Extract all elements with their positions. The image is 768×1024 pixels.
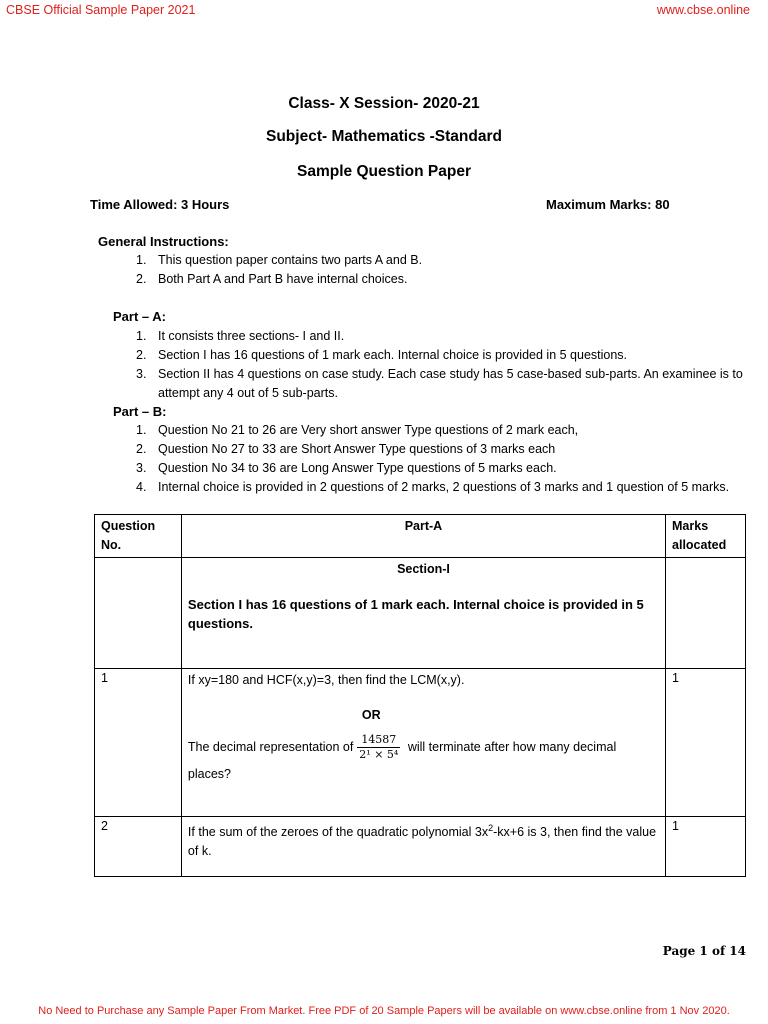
list-item: 1. Question No 21 to 26 are Very short answer Type questions of 2 mark each, — [136, 423, 579, 437]
marks-value: 1 — [666, 669, 746, 817]
footer-note: No Need to Purchase any Sample Paper From Market. Free PDF of 20 Sample Papers will be available on www.cbse.online from 1 Nov 2020. — [38, 1005, 730, 1017]
general-instructions-heading: General Instructions: — [98, 234, 229, 249]
part-b-heading: Part – B: — [113, 404, 167, 419]
list-item: 1. It consists three sections- I and II. — [136, 329, 345, 343]
table-row — [95, 558, 746, 669]
page-number: Page 1 of 14 — [662, 944, 746, 958]
table-row — [95, 817, 746, 877]
question-number: 2 — [95, 817, 182, 877]
table-row — [95, 669, 746, 817]
list-item: 2. Question No 27 to 33 are Short Answer Type questions of 3 marks each — [136, 442, 556, 456]
or-label: OR — [361, 708, 381, 722]
question-table — [94, 514, 746, 877]
list-item: 2. Section I has 16 questions of 1 mark each. Internal choice is provided in 5 questions. — [136, 348, 628, 362]
section-title: Section-I — [397, 562, 450, 576]
table-header-row — [95, 515, 746, 558]
part-b-list — [136, 421, 751, 497]
list-item: 1. This question paper contains two parts A and B. — [136, 253, 423, 267]
part-a-heading: Part – A: — [113, 309, 166, 324]
header-right-link[interactable]: www.cbse.online — [656, 3, 750, 17]
question-number: 1 — [95, 669, 182, 817]
header-left-text: CBSE Official Sample Paper 2021 — [6, 3, 196, 17]
time-allowed: Time Allowed: 3 Hours — [90, 197, 230, 212]
list-item: 4. Internal choice is provided in 2 questions of 2 marks, 2 questions of 3 marks and 1 question of 5 marks. — [136, 480, 730, 494]
question-text: If xy=180 and HCF(x,y)=3, then find the LCM(x,y). — [187, 673, 465, 687]
marks-value: 1 — [666, 817, 746, 877]
list-item: 3. Section II has 4 questions on case study. Each case study has 5 case-based sub-parts. An examinee is to attempt any 4 out of 5 sub-parts. — [136, 367, 743, 400]
title-paper: Sample Question Paper — [297, 163, 471, 180]
list-item: 3. Question No 34 to 36 are Long Answer Type questions of 5 marks each. — [136, 461, 557, 475]
section-note: Section I has 16 questions of 1 mark each. Internal choice is provided in 5 questions. — [187, 597, 644, 631]
col-marks-allocated: Marks allocated — [666, 515, 746, 558]
question-text: If the sum of the zeroes of the quadratic polynomial $3x^2-kx+6$ is 3, then find the value of k. — [181, 817, 665, 877]
col-part-a: Part-A — [181, 515, 665, 558]
maximum-marks: Maximum Marks: 80 — [546, 197, 670, 212]
title-subject: Subject- Mathematics -Standard — [266, 128, 502, 145]
title-class-session: Class- X Session- 2020-21 — [288, 95, 480, 112]
col-question-no: Question No. — [95, 515, 182, 558]
general-instructions-list — [136, 251, 696, 289]
question-alt-text: The decimal representation of $\frac{14587}{\text{2¹ × 5⁴}}$ will terminate after how many decimal places? — [187, 733, 617, 781]
fraction: $\frac{14587}{\text{2¹ × 5⁴}}$ — [359, 733, 399, 761]
list-item: 2. Both Part A and Part B have internal choices. — [136, 272, 408, 286]
part-a-list — [136, 327, 751, 403]
